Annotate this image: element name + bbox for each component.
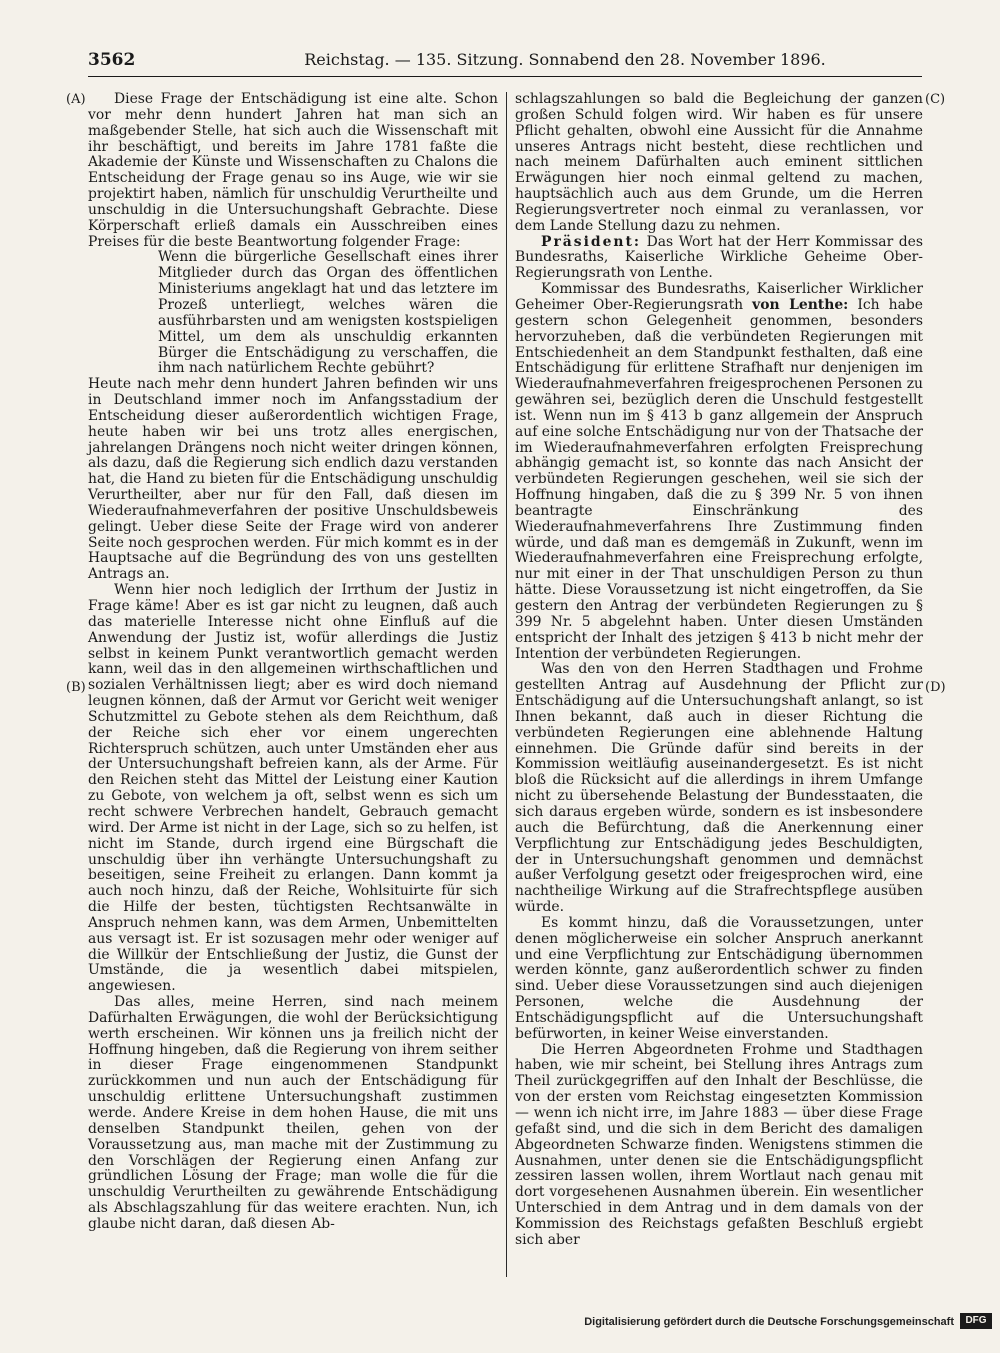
column-divider <box>506 92 507 1277</box>
margin-mark-d: (D) <box>925 680 946 695</box>
digitization-credit: Digitalisierung gefördert durch die Deutsche Forschungsgemeinschaft <box>584 1316 954 1328</box>
prize-question-quote: Wenn die bürgerliche Gesellschaft eines ihrer Mitglieder durch das Organ des öffentlichen Ministeriums angeklagt hat und das letztere im Prozeß unterliegt, welches wären die ausführbarsten und am wenigsten kostspieligen Mittel, um dem als unschuldig erkannten Bürger die Entschädigung zu verschaffen, die ihm nach natürlichem Rechte gebührt? <box>158 249 498 377</box>
paragraph: Es kommt hinzu, daß die Voraussetzungen, unter denen möglicherweise ein solcher Anspruch anerkannt und eine Verpflichtung zur Entschädigung übernommen werden könnte, ganz außerordentlich schwer zu finden sind. Ueber diese Voraussetzungen sind auch diejenigen Personen, welche die Ausdehnung der Entschädigungspflicht auf die Untersuchungshaft befürworten, in keiner Weise einverstanden. <box>515 914 923 1042</box>
page-header <box>88 46 922 72</box>
speaker-title: Kommissar des Bundesraths, Kaiserlicher Wirklicher Geheimer Ober-Regierungsrath <box>515 281 923 313</box>
speaker-name: von Lenthe: <box>752 296 849 313</box>
margin-mark-c: (C) <box>925 92 946 107</box>
dfg-logo: DFG <box>960 1313 992 1329</box>
paragraph: Heute nach mehr denn hundert Jahren befinden wir uns in Deutschland immer noch im Anfangsstadium der Entscheidung dieser außerordentlich wichtigen Frage, heute haben wir bei uns trotz alles energischen, jahrelangen Drängens noch nicht weiter dringen können, als dazu, daß die Regierung sich endlich dazu verstanden hat, die Hand zu bieten für die Entschädigung unschuldig Verurtheilter, aber nur für den Fall, daß diesen im Wiederaufnahmeverfahren der positive Unschuldsbeweis gelingt. Ueber diese Seite der Frage wird von anderer Seite noch gesprochen werden. Für mich kommt es in der Hauptsache auf die Begründung des von uns gestellten Antrags an. <box>88 376 498 583</box>
paragraph: Wenn hier noch lediglich der Irrthum der Justiz in Frage käme! Aber es ist gar nicht zu leugnen, daß auch das materielle Interesse nicht ohne Einfluß auf die Anwendung der Justiz ist, wofür allerdings die Justiz selbst in keinem Punkt verantwortlich gemacht werden kann, weil das in den allgemeinen wirthschaftlichen und sozialen Verhältnissen liegt; aber es wird doch niemand leugnen können, daß der Armut vor Gericht weit weniger Schutzmittel zu Gebote stehen als dem Reichthum, daß der Reiche sich eher vor einem ungerechten Richterspruch schützen, auch unter Umständen eher aus der Untersuchungshaft befreien kann, als der Arme. Für den Reichen steht das Mittel der Leistung einer Kaution zu Gebote, von welchem ja oft, selbst wenn es sich um recht schwere Verbrechen handelt, Gebrauch gemacht wird. Der Arme ist nicht in der Lage, sich so zu helfen, ist nicht im Stande, durch irgend eine Bürgschaft die unschuldig über ihn verhängte Untersuchungshaft zu beseitigen, seine Freiheit zu erlangen. Dann kommt ja auch noch hinzu, daß der Reiche, Wohlsituirte für sich die Hilfe der besten, tüchtigsten Rechtsanwälte in Anspruch nehmen kann, was dem Armen, Unbemittelten aus versagt ist. Er ist sozusagen mehr oder weniger auf die Willkür der Entschließung der Justiz, die Gunst der Umstände, die ja wesentlich dabei mitspielen, angewiesen. <box>88 582 498 995</box>
statement-text: Das Wort hat der Herr Kommissar des Bundesraths, Kaiserliche Wirkliche Geheime Ober-Regierungsrath von Lenthe. <box>515 233 923 282</box>
paragraph: Was den von den Herren Stadthagen und Frohme gestellten Antrag auf Ausdehnung der Pflicht zur Entschädigung auf die Untersuchungshaft anlangt, so ist Ihnen bekannt, daß auch in dieser Richtung die verbündeten Regierungen eine ablehnende Haltung einnehmen. Die Gründe dafür sind bereits in der Kommission weitläufig auseinandergesetzt. Es ist nicht bloß die Rücksicht auf die allerdings in ihrem Umfange nicht zu übersehende Belastung der Bundesstaaten, die sich daraus ergeben würde, sondern es ist insbesondere auch die Befürchtung, daß die Anerkennung einer Verpflichtung zur Entschädigung jedes Beschuldigten, der in Untersuchungshaft genommen und demnächst außer Verfolgung gesetzt oder freigesprochen wird, eine nachtheilige Wirkung auf die Strafrechtspflege ausüben würde. <box>515 661 923 916</box>
statement-text: Ich habe gestern schon Gelegenheit genommen, besonders hervorzuheben, daß die verbündeten Regierungen mit Entschiedenheit an dem Standpunkt festhalten, daß eine Entschädigung für erlittene Strafhaft nur denjenigen im Wiederaufnahmeverfahren freigesprochenen Personen zu gewähren sei, bezüglich deren die Unschuld festgestellt ist. Wenn nun im § 413 b ganz allgemein der Anspruch auf eine solche Entschädigung nur von der Thatsache der im Wiederaufnahmeverfahren erfolgten Freisprechung abhängig gemacht ist, so konnte das nach Ansicht der verbündeten Regierungen geschehen, weil sie sich der Hoffnung hingaben, daß die zu § 399 Nr. 5 von ihnen beantragte Einschränkung des Wiederaufnahmeverfahrens Ihre Zustimmung finden würde, und daß man es demgemäß in Zukunft, wenn im Wiederaufnahmeverfahren eine Freisprechung erfolgte, nur mit einer in der That unschuldigen Person zu thun hätte. Diese Voraussetzung ist nicht eingetroffen, da Sie gestern den Antrag der verbündeten Regierungen zu § 399 Nr. 5 abgelehnt haben. Unter diesen Umständen entspricht der Inhalt des jetzigen § 413 b nicht mehr der Intention der verbündeten Regierungen. <box>515 296 923 662</box>
president-statement <box>515 235 923 283</box>
paragraph: Diese Frage der Entschädigung ist eine alte. Schon vor mehr denn hundert Jahren hat man sich an maßgebender Stelle, hat sich auch die Wissenschaft mit ihr beschäftigt, und bereits im Jahre 1781 faßte die Akademie der Künste und Wissenschaften zu Chalons die Entscheidung der Frage genau so ins Auge, wie wir sie projektirt haben, nämlich für unschuldig Verurtheilte und unschuldig in die Untersuchungshaft Gebrachte. Diese Körperschaft erließ damals ein Ausschreiben eines Preises für die beste Beantwortung folgender Frage: <box>88 91 498 250</box>
paragraph: Das alles, meine Herren, sind nach meinem Dafürhalten Erwägungen, die wohl der Berücksichtigung werth erscheinen. Wir können uns ja freilich nicht der Hoffnung hingeben, daß die Regierung von ihrem seither in dieser Frage eingenommenen Standpunkt zurückkommen und nun auch der Entschädigung für unschuldig erlittene Untersuchungshaft zustimmen werde. Andere Kreise in dem hohen Hause, die mit uns denselben Standpunkt theilen, gehen von der Voraussetzung aus, man mache mit der Zustimmung zu den Vorschlägen der Regierung einen Anfang zur gründlichen Lösung der Frage; man wolle die für die unschuldig Verurtheilten zu gewährende Entschädigung als Abschlagszahlung für das weitere erachten. Nun, ich glaube nicht daran, daß diesen Ab- <box>88 994 498 1232</box>
running-head: Reichstag. — 135. Sitzung. Sonnabend den 28. November 1896. <box>304 50 826 69</box>
commissioner-statement <box>515 282 923 662</box>
header-rule <box>88 76 922 77</box>
left-column <box>88 92 498 1233</box>
paragraph: Die Herren Abgeordneten Frohme und Stadthagen haben, wie mir scheint, bei Stellung ihres Antrags zum Theil zurückgegriffen auf den Inhalt der Beschlüsse, die von der ersten vom Reichstag eingesetzten Kommission — wenn ich nicht irre, im Jahre 1883 — über diese Frage gefaßt sind, und die sich in dem Bericht des damaligen Abgeordneten Schwarze finden. Wenigstens stimmen die Ausnahmen, unter denen sie die Entschädigungspflicht zessiren lassen wollen, ihrem Wortlaut nach genau mit dort vorgesehenen Ausnahmen überein. Ein wesentlicher Unterschied in dem Antrag und in dem damals von der Kommission des Reichstags gefaßten Beschluß ergiebt sich aber <box>515 1041 923 1248</box>
speaker-name: Präsident: <box>541 233 642 250</box>
page-number: 3562 <box>88 50 136 70</box>
margin-mark-b: (B) <box>66 680 86 695</box>
margin-mark-a: (A) <box>66 92 86 107</box>
right-column <box>515 92 923 1249</box>
paragraph: schlagszahlungen so bald die Begleichung der ganzen großen Schuld folgen wird. Wir haben es für unsere Pflicht gehalten, obwohl eine Aussicht für die Annahme unseres Antrags nicht besteht, diese rechtlichen und nach meinem Dafürhalten auch eminent sittlichen Erwägungen hier noch einmal geltend zu machen, hauptsächlich auch aus dem Grunde, um die Herren Regierungsvertreter noch einmal zu veranlassen, vor dem Lande Stellung dazu zu nehmen. <box>515 91 923 234</box>
